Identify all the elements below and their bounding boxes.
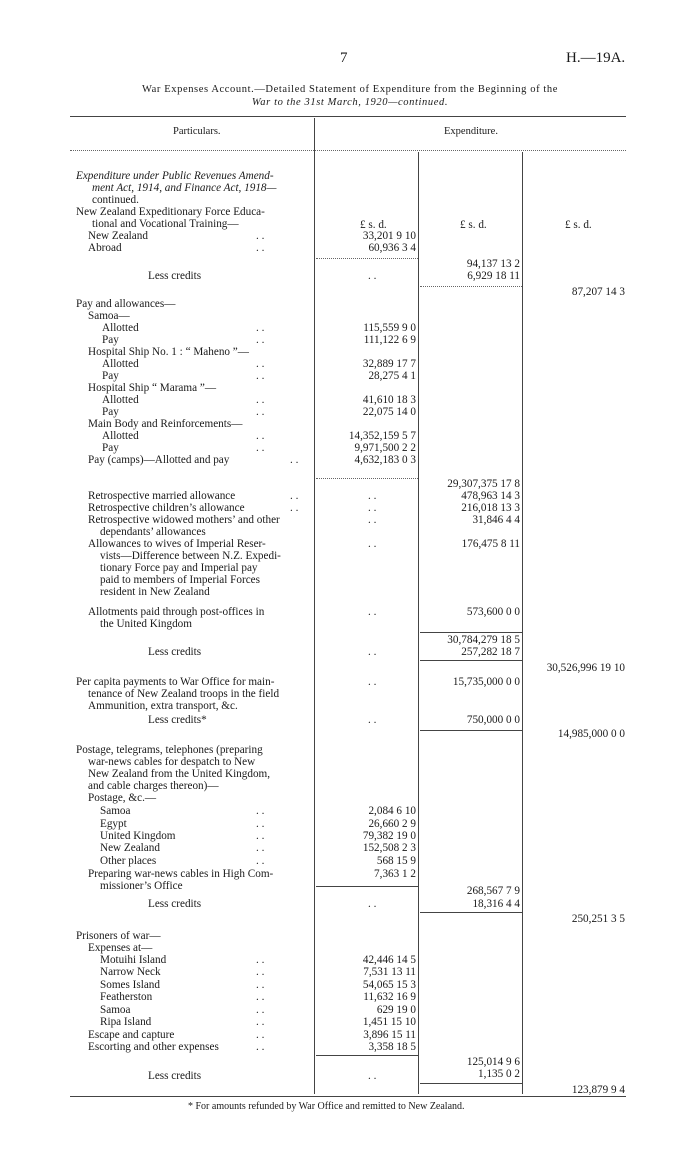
leader-dots: . . bbox=[290, 454, 299, 466]
table-bottom-rule bbox=[70, 1096, 626, 1097]
amount-pay-net: 30,526,996 19 10 bbox=[546, 662, 625, 674]
amount-retro-married: 478,963 14 3 bbox=[461, 490, 520, 502]
leader-dots: . . bbox=[290, 490, 299, 502]
total-column-rule bbox=[522, 152, 523, 1094]
leader-dots: . . bbox=[256, 334, 265, 346]
leader-dots: . . bbox=[256, 230, 265, 242]
row-label-retro-widowed-1: Retrospective widowed mothers’ and other bbox=[88, 514, 280, 526]
amount-featherston: 11,632 16 9 bbox=[363, 991, 416, 1003]
amount-allotments-po: 573,600 0 0 bbox=[466, 606, 520, 618]
row-label-other-places: Other places bbox=[100, 855, 157, 867]
row-label-allotted: Allotted bbox=[102, 430, 139, 442]
amount-post-net: 250,251 3 5 bbox=[571, 913, 625, 925]
row-label-uk: United Kingdom bbox=[100, 830, 176, 842]
subtotal-rule bbox=[316, 886, 418, 887]
row-label-imperial-3: tionary Force pay and Imperial pay bbox=[100, 562, 258, 574]
amount-pay-subtotal: 29,307,375 17 8 bbox=[447, 478, 520, 490]
leader-dots: . . bbox=[256, 1004, 265, 1016]
row-label-pay: Pay bbox=[102, 442, 119, 454]
subtotal-rule bbox=[316, 478, 418, 479]
maheno-heading: Hospital Ship No. 1 : “ Maheno ”— bbox=[88, 346, 249, 358]
row-label-less-credits: Less credits bbox=[148, 646, 202, 658]
amount-marama-pay: 22,075 14 0 bbox=[362, 406, 416, 418]
amount-main-allotted: 14,352,159 5 7 bbox=[348, 430, 416, 442]
leader-dots: . . bbox=[368, 606, 377, 618]
row-label-imperial-4: paid to members of Imperial Forces bbox=[100, 574, 260, 586]
particulars-column-rule bbox=[314, 118, 315, 1094]
table-top-rule bbox=[70, 116, 626, 117]
subtotal-rule bbox=[316, 258, 418, 259]
row-label-somes: Somes Island bbox=[100, 979, 160, 991]
leader-dots: . . bbox=[256, 855, 265, 867]
amount-retro-children: 216,018 13 3 bbox=[461, 502, 520, 514]
row-label-allotted: Allotted bbox=[102, 322, 139, 334]
amount-maheno-pay: 28,275 4 1 bbox=[368, 370, 416, 382]
subtotal-rule bbox=[420, 730, 522, 731]
leader-dots: . . bbox=[256, 805, 265, 817]
row-label-preparing-2: missioner’s Office bbox=[100, 880, 183, 892]
subtotal-rule bbox=[420, 660, 522, 661]
leader-dots: . . bbox=[256, 242, 265, 254]
amount-pow-net: 123,879 9 4 bbox=[571, 1084, 625, 1096]
row-label-imperial-2: vists—Difference between N.Z. Expedi- bbox=[100, 550, 281, 562]
leader-dots: . . bbox=[256, 818, 265, 830]
amount-post-credits: 18,316 4 4 bbox=[472, 898, 520, 910]
row-label-pay: Pay bbox=[102, 370, 119, 382]
leader-dots: . . bbox=[256, 842, 265, 854]
amount-escorting: 3,358 18 5 bbox=[368, 1041, 416, 1053]
subtotal-rule bbox=[316, 1055, 418, 1056]
row-label-allotted: Allotted bbox=[102, 358, 139, 370]
amount-post-nz: 152,508 2 3 bbox=[362, 842, 416, 854]
act-heading-line-1: Expenditure under Public Revenues Amend- bbox=[76, 170, 274, 182]
currency-head-col3: £ s. d. bbox=[565, 219, 592, 231]
footnote: * For amounts refunded by War Office and remitted to New Zealand. bbox=[188, 1101, 465, 1112]
amount-education-credits: 6,929 18 11 bbox=[467, 270, 520, 282]
row-label-per-capita-3: Ammunition, extra transport, &c. bbox=[88, 700, 238, 712]
amount-marama-allotted: 41,610 18 3 bbox=[362, 394, 416, 406]
amount-per-capita: 15,735,000 0 0 bbox=[452, 676, 520, 688]
row-label-escape: Escape and capture bbox=[88, 1029, 175, 1041]
amount-retro-widowed: 31,846 4 4 bbox=[472, 514, 520, 526]
leader-dots: . . bbox=[368, 502, 377, 514]
header-divider bbox=[70, 150, 626, 151]
amount-per-capita-net: 14,985,000 0 0 bbox=[557, 728, 625, 740]
leader-dots: . . bbox=[368, 714, 377, 726]
row-label-preparing-1: Preparing war-news cables in High Com- bbox=[88, 868, 274, 880]
leader-dots: . . bbox=[256, 979, 265, 991]
currency-head-col1: £ s. d. bbox=[360, 219, 387, 231]
column-header-particulars: Particulars. bbox=[173, 126, 221, 137]
expenses-at-heading: Expenses at— bbox=[88, 942, 153, 954]
leader-dots: . . bbox=[290, 502, 299, 514]
row-label-postage-1: Postage, telegrams, telephones (preparing bbox=[76, 744, 263, 756]
leader-dots: . . bbox=[256, 322, 265, 334]
row-label-featherston: Featherston bbox=[100, 991, 153, 1003]
row-label-pay: Pay bbox=[102, 406, 119, 418]
row-label-imperial-1: Allowances to wives of Imperial Reser- bbox=[88, 538, 266, 550]
row-label-allotments-po-2: the United Kingdom bbox=[100, 618, 192, 630]
subtotal-rule bbox=[420, 912, 522, 913]
amount-maheno-allotted: 32,889 17 7 bbox=[362, 358, 416, 370]
row-label-new-zealand: New Zealand bbox=[100, 842, 160, 854]
row-label-retro-children: Retrospective children’s allowance bbox=[88, 502, 245, 514]
amount-pay-credits: 257,282 18 7 bbox=[461, 646, 520, 658]
nzef-heading-line-2: tional and Vocational Training— bbox=[92, 218, 239, 230]
row-label-samoa: Samoa bbox=[100, 1004, 131, 1016]
row-label-per-capita-1: Per capita payments to War Office for main- bbox=[76, 676, 275, 688]
amount-post-other: 568 15 9 bbox=[376, 855, 416, 867]
act-heading-line-2: ment Act, 1914, and Finance Act, 1918— bbox=[92, 182, 277, 194]
leader-dots: . . bbox=[256, 442, 265, 454]
row-label-narrow-neck: Narrow Neck bbox=[100, 966, 161, 978]
amount-narrow-neck: 7,531 13 11 bbox=[363, 966, 416, 978]
row-label-allotted: Allotted bbox=[102, 394, 139, 406]
page-number: 7 bbox=[340, 50, 348, 66]
row-label-less-credits: Less credits bbox=[148, 1070, 202, 1082]
currency-head-col2: £ s. d. bbox=[460, 219, 487, 231]
amount-imperial: 176,475 8 11 bbox=[461, 538, 520, 550]
leader-dots: . . bbox=[256, 830, 265, 842]
row-label-pay-camps: Pay (camps)—Allotted and pay bbox=[88, 454, 230, 466]
sub-total-column-rule bbox=[418, 152, 419, 1094]
leader-dots: . . bbox=[256, 966, 265, 978]
leader-dots: . . bbox=[256, 1029, 265, 1041]
amount-main-pay: 9,971,500 2 2 bbox=[354, 442, 416, 454]
leader-dots: . . bbox=[368, 646, 377, 658]
amount-pow-samoa: 629 19 0 bbox=[376, 1004, 416, 1016]
leader-dots: . . bbox=[256, 991, 265, 1003]
title-line-2: War to the 31st March, 1920—continued. bbox=[251, 97, 449, 108]
leader-dots: . . bbox=[368, 490, 377, 502]
title-line-1: War Expenses Account.—Detailed Statement of Expenditure from the Beginning of the bbox=[141, 84, 559, 95]
pow-heading: Prisoners of war— bbox=[76, 930, 161, 942]
leader-dots: . . bbox=[368, 1070, 377, 1082]
leader-dots: . . bbox=[256, 1016, 265, 1028]
leader-dots: . . bbox=[368, 676, 377, 688]
act-heading-line-3: continued. bbox=[92, 194, 139, 206]
amount-pow-credits: 1,135 0 2 bbox=[478, 1068, 520, 1080]
amount-post-uk: 79,382 19 0 bbox=[362, 830, 416, 842]
amount-nz: 33,201 9 10 bbox=[362, 230, 416, 242]
postage-etc-heading: Postage, &c.— bbox=[88, 792, 157, 804]
leader-dots: . . bbox=[368, 270, 377, 282]
amount-camps: 4,632,183 0 3 bbox=[354, 454, 416, 466]
row-label-abroad: Abroad bbox=[88, 242, 122, 254]
row-label-motuihi: Motuihi Island bbox=[100, 954, 167, 966]
leader-dots: . . bbox=[256, 430, 265, 442]
amount-samoa-pay: 111,122 6 9 bbox=[363, 334, 416, 346]
row-label-imperial-5: resident in New Zealand bbox=[100, 586, 210, 598]
row-label-samoa: Samoa bbox=[100, 805, 131, 817]
amount-education-net: 87,207 14 3 bbox=[571, 286, 625, 298]
row-label-escorting: Escorting and other expenses bbox=[88, 1041, 219, 1053]
subtotal-rule bbox=[420, 1083, 522, 1084]
amount-abroad: 60,936 3 4 bbox=[368, 242, 416, 254]
amount-pay-total: 30,784,279 18 5 bbox=[447, 634, 520, 646]
row-label-less-credits-star: Less credits* bbox=[148, 714, 207, 726]
subtotal-rule bbox=[420, 632, 522, 633]
nzef-heading-line-1: New Zealand Expeditionary Force Educa- bbox=[76, 206, 265, 218]
leader-dots: . . bbox=[256, 394, 265, 406]
main-body-heading: Main Body and Reinforcements— bbox=[88, 418, 243, 430]
amount-samoa-allotted: 115,559 9 0 bbox=[363, 322, 416, 334]
leader-dots: . . bbox=[256, 1041, 265, 1053]
leader-dots: . . bbox=[368, 514, 377, 526]
leader-dots: . . bbox=[256, 358, 265, 370]
leader-dots: . . bbox=[256, 406, 265, 418]
amount-post-total: 268,567 7 9 bbox=[466, 885, 520, 897]
leader-dots: . . bbox=[368, 538, 377, 550]
row-label-new-zealand: New Zealand bbox=[88, 230, 148, 242]
amount-escape: 3,896 15 11 bbox=[363, 1029, 416, 1041]
amount-post-samoa: 2,084 6 10 bbox=[368, 805, 416, 817]
row-label-allotments-po-1: Allotments paid through post-offices in bbox=[88, 606, 265, 618]
amount-education-total: 94,137 13 2 bbox=[466, 258, 520, 270]
amount-somes: 54,065 15 3 bbox=[362, 979, 416, 991]
row-label-retro-married: Retrospective married allowance bbox=[88, 490, 236, 502]
amount-per-capita-credits: 750,000 0 0 bbox=[466, 714, 520, 726]
amount-post-egypt: 26,660 2 9 bbox=[368, 818, 416, 830]
row-label-less-credits: Less credits bbox=[148, 898, 202, 910]
row-label-less-credits: Less credits bbox=[148, 270, 202, 282]
row-label-per-capita-2: tenance of New Zealand troops in the field bbox=[88, 688, 280, 700]
amount-pow-total: 125,014 9 6 bbox=[466, 1056, 520, 1068]
subtotal-rule bbox=[420, 286, 522, 287]
row-label-pay: Pay bbox=[102, 334, 119, 346]
row-label-postage-4: and cable charges thereon)— bbox=[88, 780, 219, 792]
leader-dots: . . bbox=[256, 954, 265, 966]
row-label-egypt: Egypt bbox=[100, 818, 127, 830]
pay-heading: Pay and allowances— bbox=[76, 298, 176, 310]
leader-dots: . . bbox=[256, 370, 265, 382]
marama-heading: Hospital Ship “ Marama ”— bbox=[88, 382, 217, 394]
amount-ripa: 1,451 15 10 bbox=[362, 1016, 416, 1028]
row-label-retro-widowed-2: dependants’ allowances bbox=[100, 526, 206, 538]
column-header-expenditure: Expenditure. bbox=[444, 126, 498, 137]
row-label-postage-2: war-news cables for despatch to New bbox=[88, 756, 256, 768]
amount-motuihi: 42,446 14 5 bbox=[362, 954, 416, 966]
document-reference: H.—19A. bbox=[566, 50, 626, 66]
samoa-heading: Samoa— bbox=[88, 310, 130, 322]
amount-post-preparing: 7,363 1 2 bbox=[374, 868, 416, 880]
row-label-postage-3: New Zealand from the United Kingdom, bbox=[88, 768, 271, 780]
leader-dots: . . bbox=[368, 898, 377, 910]
row-label-ripa: Ripa Island bbox=[100, 1016, 152, 1028]
